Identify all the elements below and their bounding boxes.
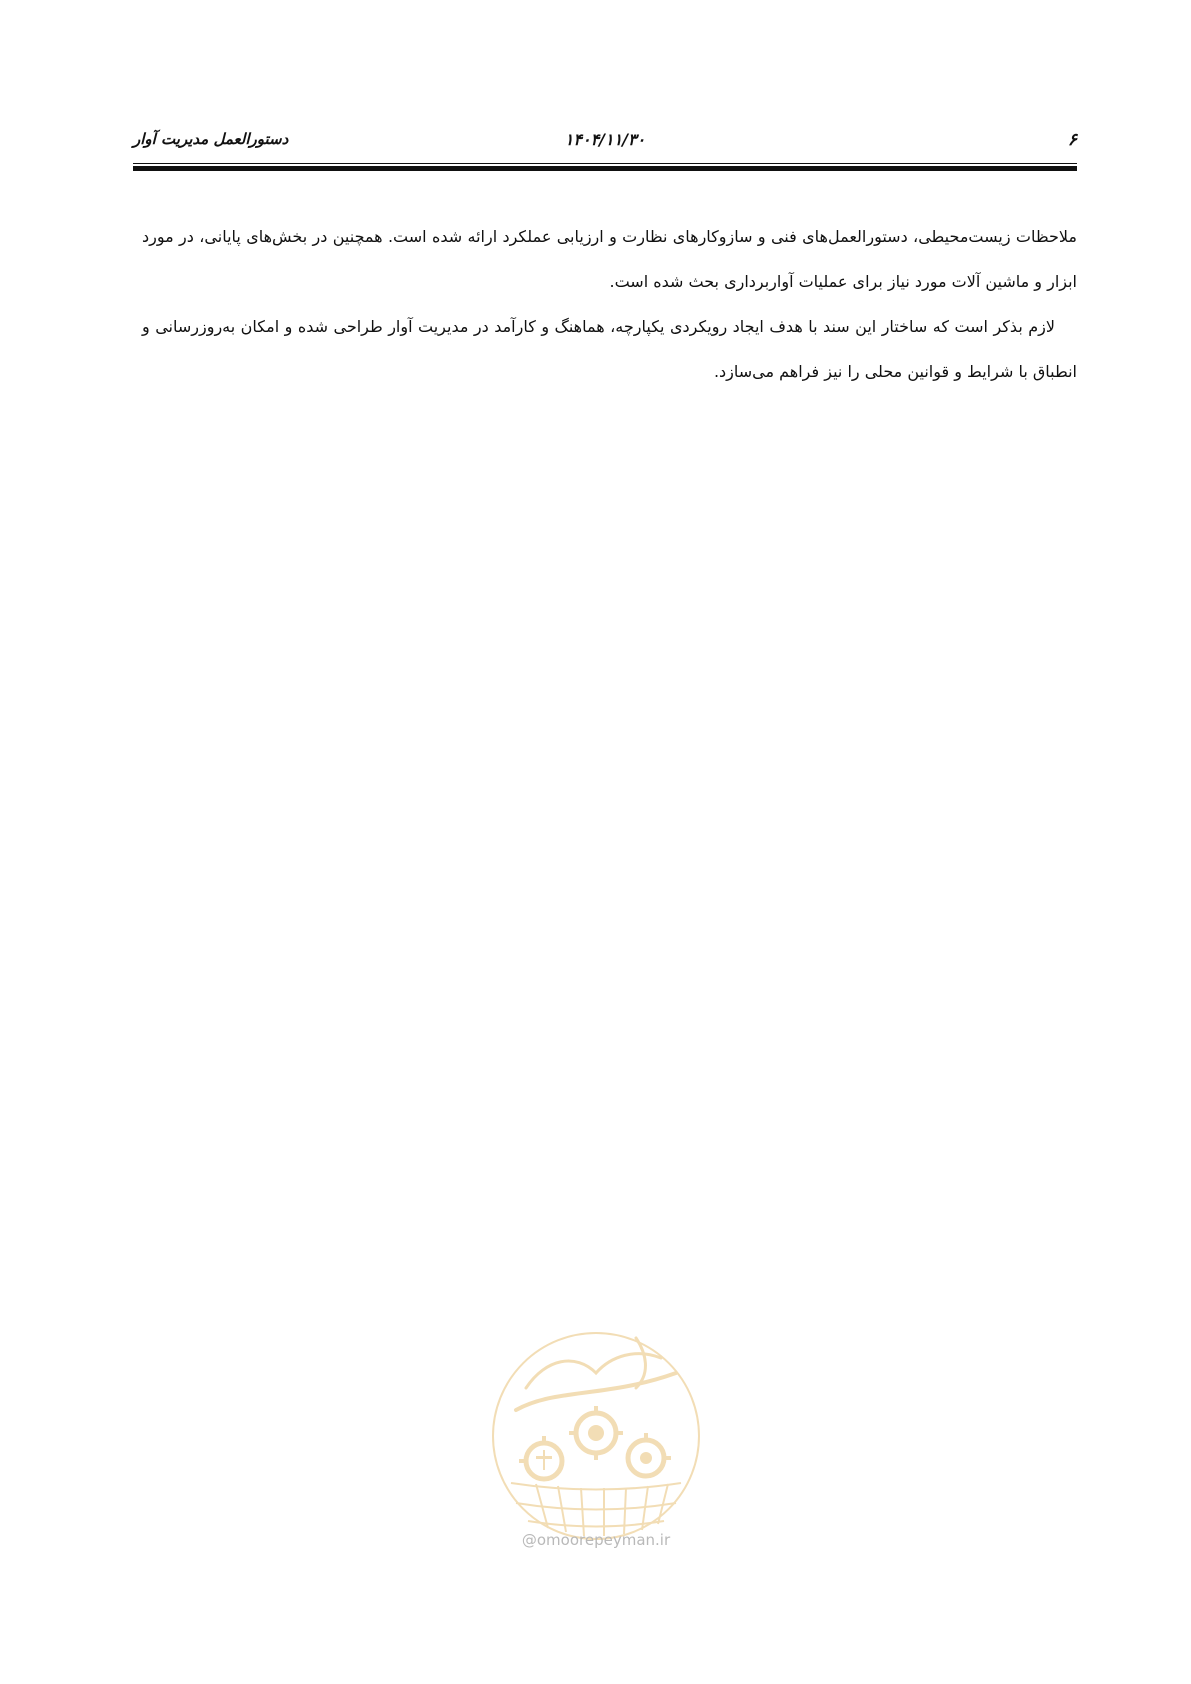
page-number: ۶ (1067, 130, 1077, 150)
page-header (133, 130, 1077, 160)
header-title: دستورالعمل مدیریت آوار (133, 130, 289, 148)
header-date: ۱۴۰۴/۱۱/۳۰ (564, 130, 646, 149)
paragraph-2: لازم بذکر است که ساختار این سند با هدف ایجاد رویکردی یکپارچه، هماهنگ و کارآمد در مدیریت آوار طراحی شده و امکان به‌روزرسانی و انطباق با شرایط و قوانین محلی را نیز فراهم می‌سازد. (142, 317, 1077, 381)
paragraph-1: ملاحظات زیست‌محیطی، دستورالعمل‌های فنی و سازوکارهای نظارت و ارزیابی عملکرد ارائه شده است. همچنین در بخش‌های پایانی، در مورد ابزار و ماشین آلات مورد نیاز برای عملیات آواربرداری بحث شده است. (142, 227, 1077, 291)
body-text (142, 214, 1077, 394)
header-rule-thick (133, 166, 1077, 171)
header-rule-thin (133, 163, 1077, 164)
watermark-url: @omoorepeyman.ir (521, 1531, 671, 1549)
